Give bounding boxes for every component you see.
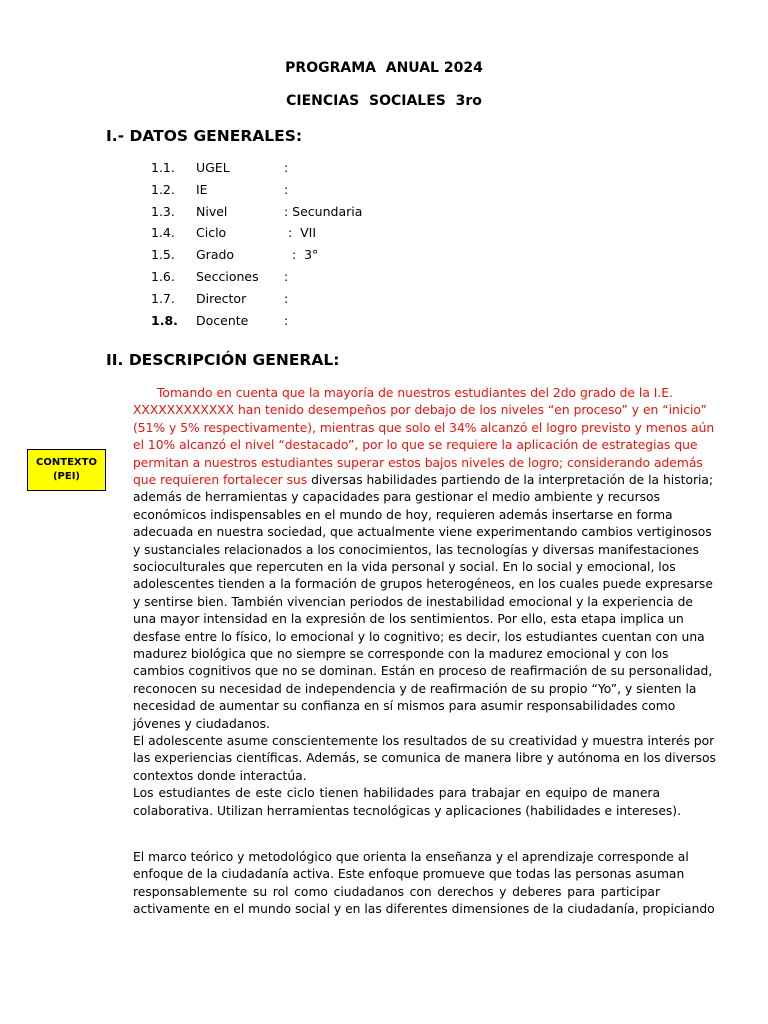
item-label: UGEL <box>196 160 230 175</box>
paragraph-line <box>133 488 660 506</box>
body-text: desfase entre lo físico, lo emocional y lo cognitivo; es decir, los estudiantes cuentan con una <box>133 629 705 644</box>
body-text: jóvenes y ciudadanos. <box>133 716 270 731</box>
item-number: 1.5. <box>151 247 175 262</box>
paragraph-line <box>133 593 693 611</box>
body-text: una mayor intensidad en la expresión de los sentimientos. Por ello, esta etapa implica un <box>133 612 684 627</box>
item-number: 1.1. <box>151 160 175 175</box>
item-label: Nivel <box>196 204 228 219</box>
paragraph-line <box>133 865 685 883</box>
item-label: IE <box>196 182 208 197</box>
item-value: : <box>284 291 289 306</box>
highlighted-context-text: Tomando en cuenta que la mayoría de nuestros estudiantes del 2do grado de la I.E. <box>157 386 673 400</box>
paragraph-line <box>133 610 684 628</box>
list-item <box>0 160 768 180</box>
item-number: 1.3. <box>151 204 175 219</box>
paragraph-line <box>133 558 676 576</box>
paragraph-line <box>133 575 713 593</box>
paragraph-line <box>133 883 660 901</box>
paragraph-line <box>133 784 660 802</box>
body-text: reconocen su necesidad de independencia y de reafirmación de su propio “Yo”, y sienten la <box>133 681 697 696</box>
paragraph-line <box>133 900 715 918</box>
item-value: : <box>284 182 289 197</box>
body-text: contextos donde interactúa. <box>133 768 307 783</box>
document-title: PROGRAMA ANUAL 2024 <box>285 60 483 76</box>
list-item <box>0 313 768 333</box>
body-text: responsablemente su rol como ciudadanos con derechos y deberes para participar <box>133 884 660 899</box>
paragraph-line <box>133 848 689 866</box>
paragraph-line <box>133 767 660 785</box>
highlighted-context-text: (51% y 5% respectivamente), mientras que solo el 34% alcanzó el logro previsto y menos aún <box>133 420 715 435</box>
document-subtitle: CIENCIAS SOCIALES 3ro <box>286 93 482 109</box>
body-text: colaborativa. Utilizan herramientas tecnológicas y aplicaciones (habilidades e intereses). <box>133 803 681 818</box>
paragraph-line <box>133 419 715 437</box>
paragraph-line <box>133 506 673 524</box>
list-item <box>0 247 768 267</box>
body-text: socioculturales que repercuten en la vida personal y social. En lo social y emocional, los <box>133 560 676 574</box>
item-value: : 3° <box>284 247 319 262</box>
highlighted-context-text: que requieren fortalecer sus <box>133 473 308 487</box>
body-text: adolescentes tienden a la formación de grupos heterogéneos, en los cuales puede expresarse <box>133 577 713 592</box>
item-value: : <box>284 313 289 328</box>
item-number: 1.8. <box>151 313 178 328</box>
highlighted-context-text: permitan a nuestros estudiantes superar estos bajos niveles de logro; considerando además <box>133 455 703 470</box>
item-number: 1.2. <box>151 182 175 197</box>
list-item <box>0 269 768 289</box>
paragraph-line <box>133 662 713 680</box>
paragraph-line <box>133 454 703 472</box>
section-heading-descripcion-general: II. DESCRIPCIÓN GENERAL: <box>106 351 340 369</box>
paragraph-line <box>133 401 707 419</box>
paragraph-line <box>133 628 705 646</box>
item-label: Docente <box>196 313 249 328</box>
body-text: económicos indispensables en el mundo de hoy, requieren además insertarse en forma <box>133 507 673 522</box>
item-number: 1.6. <box>151 269 175 284</box>
item-label: Director <box>196 291 247 306</box>
paragraph-line <box>133 732 715 750</box>
body-text: las experiencias científicas. Además, se comunica de manera libre y autónoma en los diversos <box>133 751 716 766</box>
paragraph-line <box>133 749 716 767</box>
paragraph-line <box>133 697 676 715</box>
item-label: Secciones <box>196 269 259 284</box>
paragraph-line <box>133 523 712 541</box>
section-heading-datos-generales: I.- DATOS GENERALES: <box>106 127 303 145</box>
item-value: : VII <box>284 225 317 240</box>
item-value: : Secundaria <box>284 204 363 219</box>
context-box-line2: (PEI) <box>52 471 81 482</box>
body-text: activamente en el mundo social y en las diferentes dimensiones de la ciudadanía, propiciando <box>133 902 715 917</box>
body-text: además de herramientas y capacidades para gestionar el medio ambiente y recursos <box>133 490 660 505</box>
list-item <box>0 291 768 311</box>
item-number: 1.4. <box>151 225 175 240</box>
item-value: : <box>284 160 289 175</box>
body-text: madurez biológica que no siempre se corresponde con la madurez emocional y con los <box>133 647 669 661</box>
context-pei-label-box <box>27 449 106 491</box>
body-text: necesidad de aumentar su confianza en sí mismos para asumir responsabilidades como <box>133 699 676 714</box>
body-text: cambios cognitivos que no se dominan. Están en proceso de reafirmación de su personalidad, <box>133 664 713 679</box>
body-text: adecuada en nuestra sociedad, que actualmente viene experimentando cambios vertiginosos <box>133 525 712 540</box>
highlighted-context-text: XXXXXXXXXXXX han tenido desempeños por debajo de los niveles “en proceso” y en “inicio” <box>133 403 707 418</box>
paragraph-line <box>133 471 714 489</box>
body-text: El adolescente asume conscientemente los resultados de su creatividad y muestra interés por <box>133 734 715 748</box>
paragraph-line <box>133 541 699 559</box>
list-item <box>0 204 768 224</box>
list-item <box>0 182 768 202</box>
body-text: El marco teórico y metodológico que orienta la enseñanza y el aprendizaje corresponde al <box>133 850 689 864</box>
body-text: diversas habilidades partiendo de la interpretación de la historia; <box>307 473 714 487</box>
highlighted-context-text: el 10% alcanzó el nivel “destacado”, por lo que se requiere la aplicación de estrategias que <box>133 438 698 453</box>
body-text: y sentirse bien. También vivencian periodos de inestabilidad emocional y la experiencia de <box>133 594 693 609</box>
item-label: Grado <box>196 247 235 262</box>
paragraph-line <box>133 802 681 820</box>
paragraph-line <box>133 645 669 663</box>
paragraph-line <box>133 436 698 454</box>
paragraph-line <box>133 715 660 733</box>
paragraph-line <box>157 384 673 402</box>
item-number: 1.7. <box>151 291 175 306</box>
context-box-line1: CONTEXTO <box>36 457 97 468</box>
body-text: enfoque de la ciudadanía activa. Este enfoque promueve que todas las personas asuman <box>133 867 685 882</box>
item-value: : <box>284 269 289 284</box>
item-label: Ciclo <box>196 225 227 240</box>
body-text: y sustanciales relacionados a los conocimientos, las tecnologías y diversas manifestaciones <box>133 542 699 557</box>
body-text: Los estudiantes de este ciclo tienen habilidades para trabajar en equipo de manera <box>133 786 660 801</box>
paragraph-line <box>133 680 697 698</box>
list-item <box>0 225 768 245</box>
